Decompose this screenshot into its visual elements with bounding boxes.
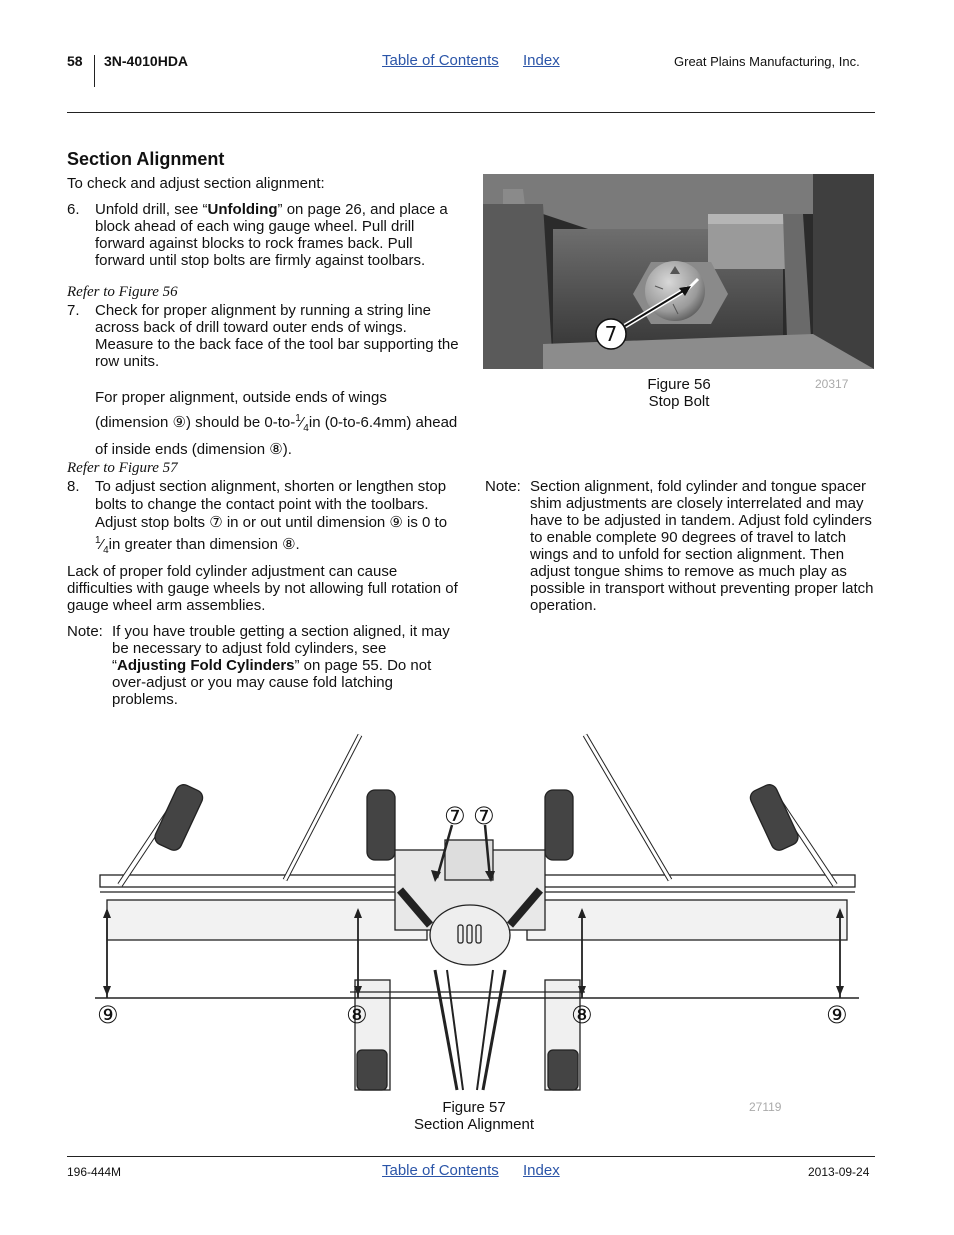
- step-8-text: To adjust section alignment, shorten or lengthen stop bolts to change the contact point with the toolbars. Adjust stop bolts ⑦ in or out until dimension ⑨ is 0 to $^1⁄_4in$ greater than dimension ⑧.: [95, 478, 448, 556]
- figure-57-diagram: [95, 730, 859, 1095]
- header-index-link[interactable]: Index: [523, 52, 560, 69]
- step-7-text: Check for proper alignment by running a string line across back of drill toward outer ends of wings. Measure to the back face of the tool bar supporting the row units.: [95, 302, 459, 370]
- header-divider: [94, 55, 95, 87]
- figure-57-caption: Section Alignment: [413, 1116, 535, 1133]
- refer-figure-56: Refer to Figure 56: [67, 284, 178, 300]
- step-7-alignment-text: For proper alignment, outside ends of wings (dimension ⑨) should be $0-to-^1⁄_4in$ (0-to-6.4mm) ahead of inside ends (dimension ⑧).: [95, 389, 458, 458]
- figure-57-callout-7-right: ⑦: [473, 803, 495, 830]
- footer-rule: [67, 1156, 875, 1157]
- step-8-number: 8.: [67, 478, 80, 495]
- svg-text:7: 7: [604, 322, 618, 346]
- note-1-text: If you have trouble getting a section aligned, it may be necessary to adjust fold cylinders, see “Adjusting Fold Cylinders” on page 55. Do not over-adjust or you may cause fold latching problems.: [112, 623, 450, 708]
- figure-57-callout-9-left: ⑨: [97, 1002, 119, 1029]
- header-rule: [67, 112, 875, 113]
- figure-57-callout-8-left: ⑧: [346, 1002, 368, 1029]
- footer-toc-link[interactable]: Table of Contents: [382, 1162, 499, 1179]
- note-1-label: Note:: [67, 623, 103, 640]
- figure-57-callout-9-right: ⑨: [826, 1002, 848, 1029]
- step-7-number: 7.: [67, 302, 80, 319]
- doc-code: 3N-4010HDA: [104, 53, 189, 69]
- figure-56-caption: Stop Bolt: [648, 393, 710, 410]
- figure-56-label: Figure 56: [647, 376, 711, 393]
- section-title: Section Alignment: [67, 149, 225, 169]
- note-2-label: Note:: [485, 478, 521, 495]
- note-2-text: Section alignment, fold cylinder and tongue spacer shim adjustments are closely interrelated and may have to be adjusted in tandem. Adjust fold cylinders to enable complete 90 degrees of travel to latch wings and to unfold for section alignment. Then adjust tongue shims to remove as much play as possible in transport without preventing proper latch operation.: [530, 478, 874, 614]
- footer-index-link[interactable]: Index: [523, 1162, 560, 1179]
- figure-56-ref-number: 20317: [815, 377, 849, 391]
- intro-text: To check and adjust section alignment:: [67, 175, 325, 192]
- figure-56-photo: [483, 174, 874, 369]
- figure-57-label: Figure 57: [442, 1099, 506, 1116]
- step-6-number: 6.: [67, 201, 80, 218]
- fold-cylinder-paragraph: Lack of proper fold cylinder adjustment can cause difficulties with gauge wheels by not allowing full rotation of gauge wheel arm assemblies.: [67, 563, 458, 614]
- page-number: 58: [67, 53, 83, 69]
- figure-57-callout-7-left: ⑦: [444, 803, 466, 830]
- footer-doc-number: 196-444M: [67, 1165, 122, 1179]
- figure-57-callout-8-right: ⑧: [571, 1002, 593, 1029]
- footer-date: 2013-09-24: [808, 1165, 870, 1179]
- header-toc-link[interactable]: Table of Contents: [382, 52, 499, 69]
- figure-57-ref-number: 27119: [749, 1100, 782, 1114]
- step-6-text: Unfold drill, see “Unfolding” on page 26, and place a block ahead of each wing gauge wheel. Pull drill forward against blocks to rock frames back. Pull forward until stop bolts are firmly against toolbars.: [95, 201, 448, 269]
- company-name: Great Plains Manufacturing, Inc.: [674, 54, 860, 69]
- refer-figure-57: Refer to Figure 57: [67, 460, 178, 476]
